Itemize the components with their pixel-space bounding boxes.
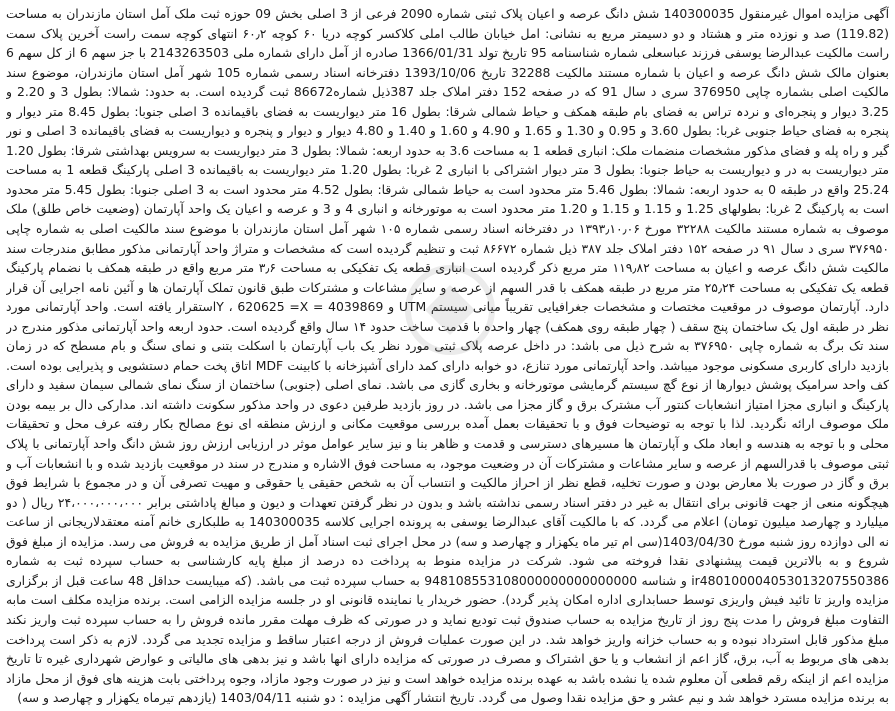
notice-body-text: آگهی مزایده اموال غیرمنقول 140300035 شش دانگ عرصه و اعیان پلاک ثبتی شماره 2090 فرعی از 3 اصلی بخش 09 حوزه ثبت ملک آمل استان مازندران به مساحت (119.82) صد و نوزده متر و هشتاد و دو دسیمتر مربع به نشانی: امل خیابان طالب املی کلاکسر کوچه دریا ۶۰ کوچه ۶۰٫۲ انتهای کوچه سمت راست آخرین پلاک سمت راست مالکیت عبدالرضا یوسفی فرزند عباسعلی شماره شناسنامه 95 تاریخ تولد 1366/01/31 صادره از آمل دارای شماره ملی 2143263503 با جز سهم 6 از کل سهم 6 بعنوان مالک شش دانگ عرصه و اعیان با شماره مستند مالکیت 32288 تاریخ 1393/10/06 دفترخانه اسناد رسمی شماره 105 شهر آمل استان مازندران، موضوع سند مالکیت اصلی بشماره چاپی 376950 سری د سال 91 که در صفحه 152 دفتر املاک جلد 387ذیل شماره86672 ثبت گردیده است. به حدود: شمالا: بطول 3 و 2.20 و 3.25 دیوار و پنجره‌ای و نردہ تراس به فضای بام طبقه همکف و حیاط شمالی شرقا: بطول 16 متر دیواریست به فضای باقیمانده 3 اصلی جنوبا: بطول 8.45 متر دیوار و پنجره به فضای حیاط جنوبی غربا: بطول 3.60 و 0.95 و 1.30 و 1.65 و 4.90 و 1.60 و 1.40 و 4.80 دیوار و دیوار و پنجره و دیواریست به فضای باقیمانده 3 اصلی و نور گیر و راه پله و فضای مذکور مشخصات منضمات ملک: انباری قطعه 1 به مساحت 3.6 به حدود اربعه: شمالا: بطول 3 متر دیواریست به سرویس بهداشتی شرقا: بطول 1.20 متر دیواریست به در و دیواریست به حیاط جنوبا: بطول 3 متر دیوار اشتراکی با انباری 2 غربا: بطول 1.20 متر دیواریست به باقیمانده 3 اصلی پارکینگ قطعه 1 به مساحت 25.24 واقع در طبقه 0 به حدود اربعه: شمالا: بطول 5.46 متر محدود است به حیاط شمالی شرقا: بطول 4.52 متر محدود است به 3 اصلی جنوبا: بطول 5.45 متر محدود است به پارکینگ 2 غربا: بطولهای 1.25 و 1.15 و 1.15 و 1.20 متر محدود است به موتورخانه و انباری 4 و 3 و عرصه و اعیان یک واحد آپارتمان (وضعیت خاص طلق) ملک موصوف به شماره مستند مالکیت ۳۲۲۸۸ مورخ ۱۳۹۳٫۱۰٫۰۶ در دفترخانه اسناد رسمی شماره ۱۰۵ شهر آمل استان مازندران با موضوع سند مالکیت اصلی به شماره چاپی ۳۷۶۹۵۰ سری د سال ۹۱ در صفحه ۱۵۲ دفتر املاک جلد ۳۸۷ ذیل شماره ۸۶۶۷۲ ثبت و تنظیم گردیده است که مشخصات و متراژ واحد آپارتمانی مذکور مطابق مندرجات سند مالکیت شش دانگ عرصه و اعیان به مساحت ۱۱۹٫۸۲ متر مربع ذکر گردیده است انباری قطعه یک تفکیکی به مساحت ۳٫۶ متر مربع واقع در طبقه همکف با نضمام پارکینگ قطعه یک تفکیکی به مساحت ۲۵٫۲۴ متر مربع در طبقه همکف با قدر السهم از عرصه و سایر مشاعات و مشترکات طبق قانون تملک آپارتمان ها و آئین نامه اجرایی آن قرار دارد. آپارتمان موصوف در موقعیت مختصات و مشخصات جغرافیایی تقریباً میانی سیستم UTM و 4039869 = Y ، 620625 =Xاستقرار یافته است. واحد آپارتمانی مورد نظر در طبقه اول یک ساختمان پنج سقف ( چهار طبقه روی همکف) چهار واحده با قدمت ساخت حدود ۱۴ سال واقع گردیده است. حدود اربعه واحد آپارتمانی مذکور مندرج در سند تک برگ به شماره چاپی ۳۷۶۹۵۰ به شرح ذیل می باشد: در داخل عرصه پلاک ثبتی مورد نظر یک باب آپارتمان با اسکلت بتنی و نمای سنگ و بام مسطح که در زمان بازدید دارای کاربری مسکونی موجود میباشد. واحد آپارتمانی مورد تنازع، دو خوابه دارای کمد دارای آشپزخانه با کابینت MDF اتاق پخت حمام دستشویی و پذیرایی بوده است. کف واحد سرامیک پوشش دیوارها از نوع گچ سیستم گرمایشی موتورخانه و بخاری گازی می باشد. نمای اصلی (جنوبی) ساختمان از سنگ نمای شمالی سیمان سفید و دارای پارکینگ و انباری مجزا امتیاز انشعابات کنتور آب مشترک برق و گاز مجزا می باشد. در روز بازدید طرفین دعوی در واحد مذکور سکونت داشته اند. مدارکی دال بر بیمه بودن ملک موصوف ارائه نگردید. لذا با توجه به توضیحات فوق و با تحقیقات بعمل آمده بررسی موقعیت مکانی و ارزش منطقه ای نوع مصالح بکار رفته عرف محل و تحقیقات محلی و با توجه به هندسه و ابعاد ملک و آپارتمان ها مسیرهای دسترسی و قدمت و ظاهر بنا و نیز سایر عوامل موثر در ارزیابی ارزش روز شش دانگ واحد آپارتمانی با پلاک ثبتی موصوف با قدرالسهم از عرصه و سایر مشاعات و مشترکات آن در وضعیت موجود، به مساحت فوق الاشاره و مندرج در سند در موقعیت بازدید شده و با انشعابات آب و برق و گاز در صورت بلا معارض بودن و صورت تخلیه، قطع نظر از احراز مالکیت و انتساب آن به شخص حقیقی یا حقوقی و مهیت تصرفی آن و در مجموع با شرایط فوق هیچگونه منعی از جهت قانونی برای انتقال به غیر در دفتر اسناد رسمی نداشته باشد و بدون در نظر گرفتن تعهدات و دیون و مبالغ پاداشتی برابر ۲۴،۰۰۰،۰۰۰،۰۰۰ ریال ( دو میلیارد و چهارصد میلیون تومان) اعلام می گردد. که با مالکیت آقای عبدالرضا یوسفی به پرونده اجرایی کلاسه 140300035 به طلبکاری خانم آمنه معتقدلاریجانی از ساعت نه الی دوازده روز شنبه مورخ 1403/04/30(سی ام تیر ماه یکهزار و چهارصد و سه) در محل اجرای ثبت اسناد آمل از طریق مزایده به فروش می رسد. مزایده از مبلغ فوق شروع و به بالاترین قیمت پیشنهادی نقدا فروخته می شود. شرکت در مزایده منوط به پرداخت ده درصد از مبلغ پایه کارشناسی به حساب سپرده ثبت به شماره ir480100004053013207550386 و شناسه 948108553108000000000000000 به حساب سپرده ثبت می باشد. (که میبایست حداقل 48 ساعت قبل از برگزاری مزایده واریز تا تائید فیش واریزی توسط حسابداری اداره امکان پذیر گردد). حضور خریدار یا نماینده قانونی او در جلسه مزایده الزامی است. برنده مزایده مکلف است مابه التفاوت مبلغ فروش را مدت پنج روز از تاریخ مزایده به حساب صندوق ثبت تودیع نماید و در صورتی که ظرف مهلت مقرر مانده فروش را به حساب سپرده ثبت واریز نکند مبلغ مذکور قابل استرداد نبوده و به حساب خزانه واریز خواهد شد. در این صورت عملیات فروش از درجه اعتبار ساقط و مزایده تجدید می گردد. لازم به ذکر است پرداخت بدهی های مربوط به آب، برق، گاز اعم از انشعاب و یا حق اشتراک و مصرف در صورتی که مزایده دارای انها باشد و نیز بدهی های مالیاتی و عوارض شهرداری غیره تا تاریخ مزایده اعم از اینکه رقم قطعی آن معلوم شده یا نشده باشد به عهده برنده مزایده خواهد است و نیز در صورت وجود مازاد، وجوه پرداختی بابت هزینه های فوق از محل مازاد به برنده مزایده مسترد خواهد شد و نیم عشر و حق مزایده نقدا وصول می گردد. تاریخ انتشار آگهی مزایده : دو شنبه 1403/04/11 (یازدهم تیرماه یکهزار و چهارصد و سه) bbox=[6, 6, 889, 706]
auction-notice bbox=[6, 4, 889, 707]
